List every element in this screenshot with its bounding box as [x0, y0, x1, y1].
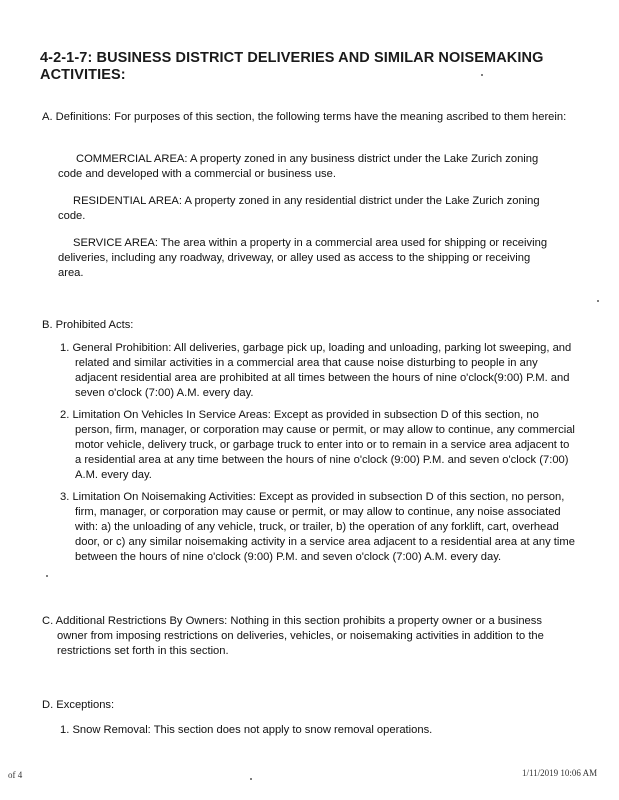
scan-speck: [46, 575, 48, 577]
section-a-heading: A. Definitions: For purposes of this section, the following terms have the meaning ascribed to them herein:: [42, 111, 567, 123]
scan-speck: [250, 778, 252, 780]
prohibited-act-item: 2. Limitation On Vehicles In Service Areas: Except as provided in subsection D of this section, no person, firm, manager, or corporation may cause or permit, or may allow to continue, any commercial motor vehicle, delivery truck, or garbage truck to enter into or to remain in a service area adjacent to a residential area at any time between the hours of nine o'clock (9:00) P.M. and seven o'clock (7:00) A.M. every day.: [60, 409, 575, 481]
print-timestamp: 1/11/2019 10:06 AM: [522, 768, 598, 778]
section-d-heading: D. Exceptions:: [42, 699, 115, 711]
page-count: of 4: [8, 770, 23, 780]
definition-residential-area: RESIDENTIAL AREA: A property zoned in any residential district under the Lake Zurich zoning code.: [58, 195, 540, 222]
scan-speck: [597, 300, 599, 302]
section-title: 4-2-1-7: BUSINESS DISTRICT DELIVERIES AND SIMILAR NOISEMAKING ACTIVITIES:: [40, 50, 544, 83]
exception-item: 1. Snow Removal: This section does not apply to snow removal operations.: [60, 724, 433, 736]
definition-commercial-area: COMMERCIAL AREA: A property zoned in any business district under the Lake Zurich zoning code and developed with a commercial or business use.: [58, 153, 539, 180]
scan-speck: [481, 74, 483, 76]
definition-service-area: SERVICE AREA: The area within a property in a commercial area used for shipping or receiving deliveries, including any roadway, driveway, or alley used as access to the shipping or receiving area.: [58, 237, 548, 279]
section-b-heading: B. Prohibited Acts:: [42, 319, 134, 331]
prohibited-act-item: 1. General Prohibition: All deliveries, garbage pick up, loading and unloading, parking lot sweeping, and related and similar activities in a commercial area that cause noise disturbing to people in any adjacent residential area are prohibited at all times between the hours of nine o'clock(9:00) P.M. and seven o'clock (7:00) A.M. every day.: [60, 342, 572, 399]
prohibited-act-item: 3. Limitation On Noisemaking Activities: Except as provided in subsection D of this section, no person, firm, manager, or corporation may cause or permit, or may allow to continue, any noise associated with: a) the unloading of any vehicle, truck, or trailer, b) the operation of any forklift, cart, overhead door, or c) any similar noisemaking activity in a service area adjacent to a residential area at any time between the hours of nine o'clock (9:00) P.M. and seven o'clock (7:00) A.M. every day.: [60, 491, 575, 563]
section-c-text: C. Additional Restrictions By Owners: Nothing in this section prohibits a property owner or a business owner from imposing restrictions on deliveries, vehicles, or noisemaking activities in addition to the restrictions set forth in this section.: [42, 615, 544, 657]
